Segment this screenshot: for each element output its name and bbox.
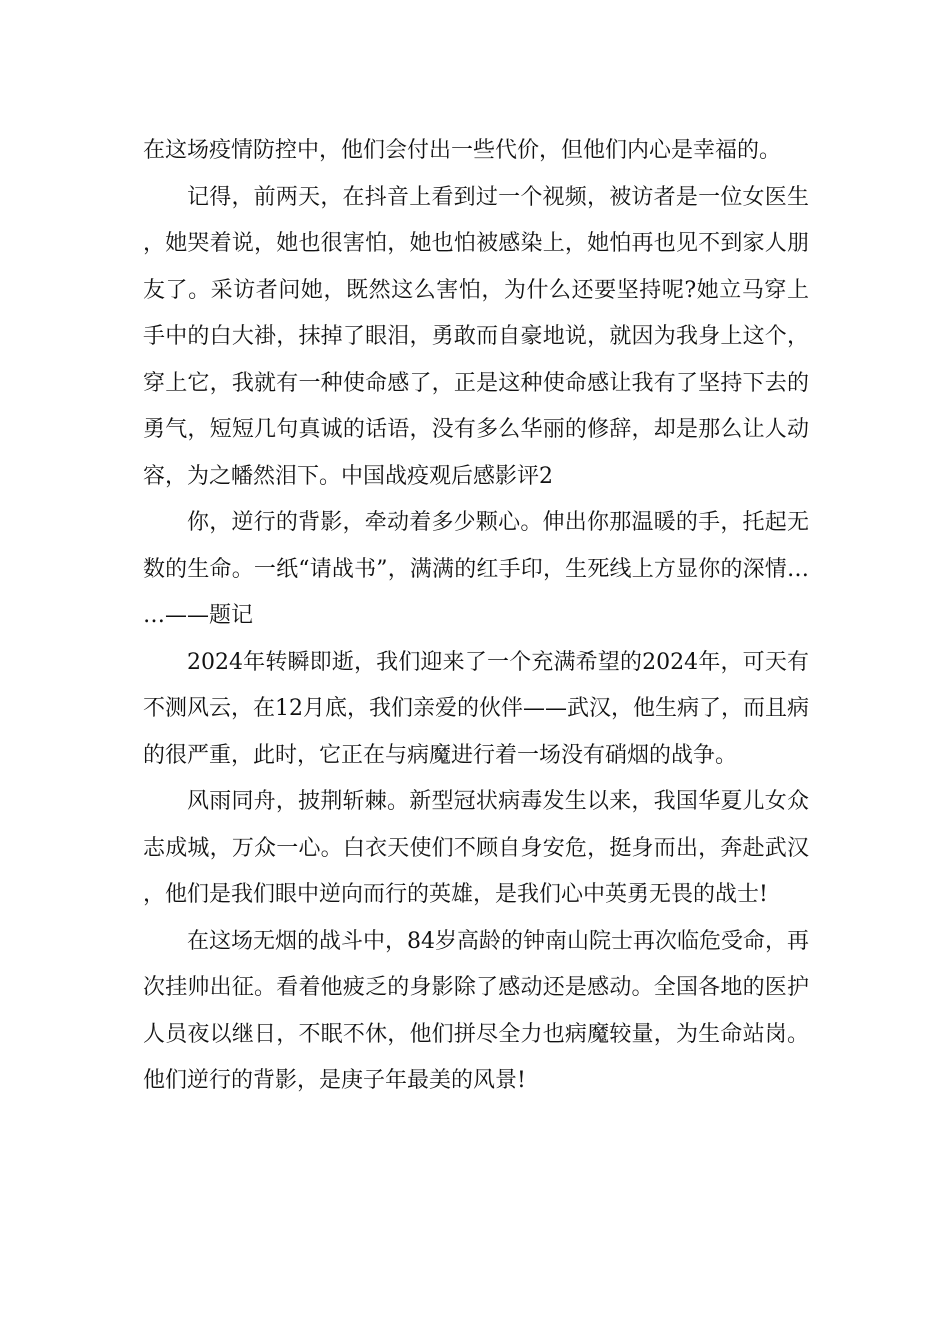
paragraph-2: 记得，前两天，在抖音上看到过一个视频，被访者是一位女医生，她哭着说，她也很害怕，她也怕被感染上，她怕再也见不到家人朋友了。采访者问她，既然这么害怕，为什么还要坚持呢?她立马穿上手中的白大褂，抹掉了眼泪，勇敢而自豪地说，就因为我身上这个，穿上它，我就有一种使命感了，正是这种使命感让我有了坚持下去的勇气，短短几句真诚的话语，没有多么华丽的修辞，却是那么让人动容，为之幡然泪下。中国战疫观后感影评2 bbox=[143, 184, 809, 489]
paragraph-6: 在这场无烟的战斗中，84岁高龄的钟南山院士再次临危受命，再次挂帅出征。看着他疲乏的身影除了感动还是感动。全国各地的医护人员夜以继日，不眠不休，他们拼尽全力也病魔较量，为生命站岗。他们逆行的背影，是庚子年最美的风景! bbox=[143, 928, 809, 1093]
paragraph-1: 在这场疫情防控中，他们会付出一些代价，但他们内心是幸福的。 bbox=[143, 138, 782, 163]
document-page bbox=[143, 128, 809, 1105]
paragraph-5: 风雨同舟，披荆斩棘。新型冠状病毒发生以来，我国华夏儿女众志成城，万众一心。白衣天使们不顾自身安危，挺身而出，奔赴武汉，他们是我们眼中逆向而行的英雄，是我们心中英勇无畏的战士! bbox=[143, 789, 809, 907]
paragraph-3: 你，逆行的背影，牵动着多少颗心。伸出你那温暖的手，托起无数的生命。一纸“请战书”，满满的红手印，生死线上方显你的深情……——题记 bbox=[143, 510, 809, 628]
paragraph-4: 2024年转瞬即逝，我们迎来了一个充满希望的2024年，可天有不测风云，在12月底，我们亲爱的伙伴——武汉，他生病了，而且病的很严重，此时，它正在与病魔进行着一场没有硝烟的战争。 bbox=[143, 649, 809, 768]
